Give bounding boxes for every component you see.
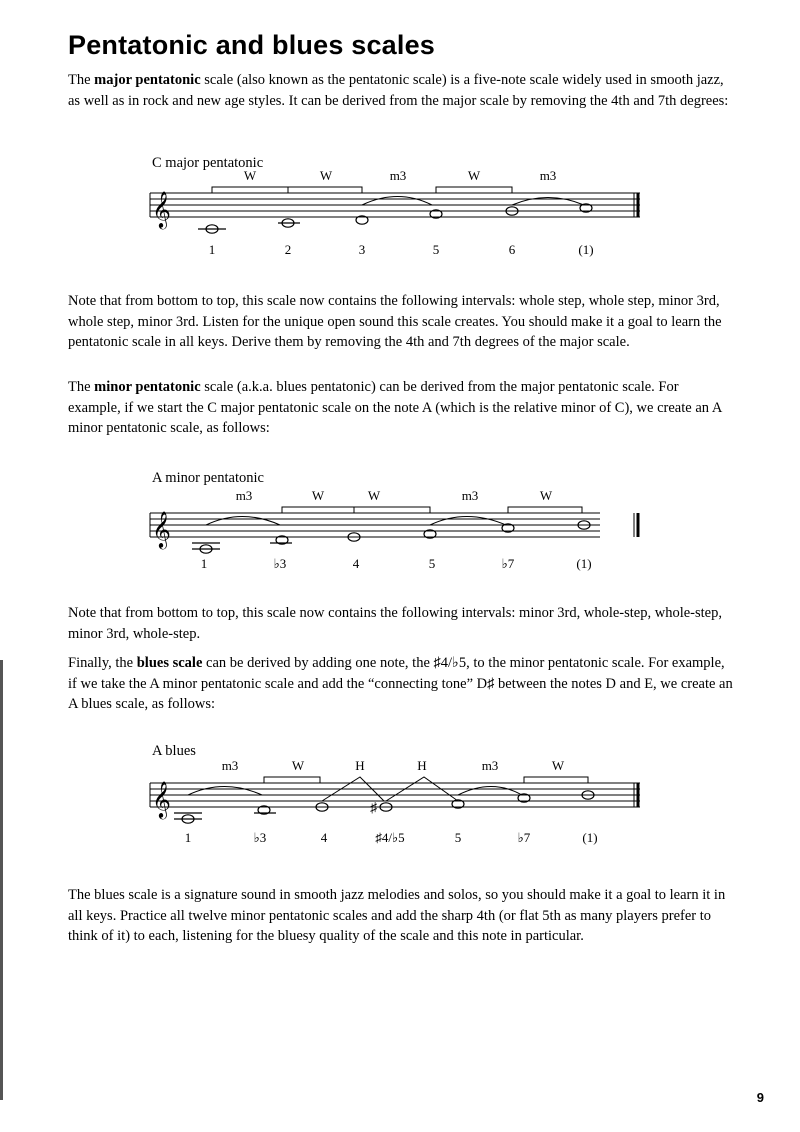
interval-label: W bbox=[311, 488, 325, 503]
paragraph-intervals-minor: Note that from bottom to top, this scale now contains the following intervals: minor 3rd, whole-step, whole-step, minor 3rd, whole-step. bbox=[68, 605, 722, 642]
treble-clef-icon: 𝄞 bbox=[152, 781, 171, 817]
interval-label: W bbox=[551, 758, 565, 773]
interval-label: m3 bbox=[235, 488, 253, 503]
degree-label: (1) bbox=[576, 556, 592, 571]
degree-label: 5 bbox=[432, 242, 440, 257]
degree-label: ♭7 bbox=[517, 830, 531, 845]
example1-label: C major pentatonic bbox=[152, 155, 264, 171]
interval-label: W bbox=[243, 168, 257, 183]
interval-label: H bbox=[355, 758, 365, 773]
interval-label: m3 bbox=[221, 758, 239, 773]
degree-label: 4 bbox=[320, 830, 328, 845]
paragraph-minor-pentatonic: The minor pentatonic scale (a.k.a. blues pentatonic) can be derived from the major pentatonic scale. For example, if we start the C major pentatonic scale on the note A (which is the relative minor of C), we create an A minor pentatonic scale, as follows: bbox=[68, 379, 722, 436]
paragraph-blues-scale: Finally, the blues scale can be derived by adding one note, the ♯4/♭5, to the minor pentatonic scale. For example, if we take the A minor pentatonic scale and add the “connecting tone” D♯ between the notes D and E, we create an A blues scale, as follows: bbox=[68, 655, 733, 712]
term-blues-scale: blues scale bbox=[136, 655, 203, 671]
interval-label: m3 bbox=[461, 488, 479, 503]
degree-label: 1 bbox=[184, 830, 192, 845]
example2-label: A minor pentatonic bbox=[152, 470, 264, 486]
interval-label: m3 bbox=[389, 168, 407, 183]
degree-label: 4 bbox=[352, 556, 360, 571]
interval-label: W bbox=[467, 168, 481, 183]
example2-staff bbox=[0, 480, 800, 580]
degree-label: 1 bbox=[208, 242, 216, 257]
interval-label: W bbox=[319, 168, 333, 183]
intro-paragraph: The major pentatonic scale (also known as the pentatonic scale) is a five-note scale widely used in smooth jazz, as well as in rock and new age styles. It can be derived from the major scale by removing the 4th and 7th degrees: bbox=[68, 72, 729, 109]
degree-label: ♭7 bbox=[501, 556, 515, 571]
page-title: Pentatonic and blues scales bbox=[68, 30, 436, 60]
degree-label: 6 bbox=[508, 242, 516, 257]
treble-clef-icon: 𝄞 bbox=[152, 511, 171, 547]
scan-edge-divider bbox=[0, 660, 3, 1100]
term-minor-pentatonic: minor pentatonic bbox=[94, 379, 201, 395]
degree-label: 5 bbox=[454, 830, 462, 845]
sharp-icon: ♯ bbox=[370, 801, 377, 816]
degree-label: ♭3 bbox=[253, 830, 267, 845]
closing-paragraph: The blues scale is a signature sound in smooth jazz melodies and solos, so you should make it a goal to learn it in all keys. Practice all twelve minor pentatonic scales and add the sharp 4th (or flat 5th as many players prefer to think of it) to each, listening for the bluesy quality of the scale and this note in particular. bbox=[68, 887, 726, 944]
example3-staff bbox=[0, 750, 800, 850]
degree-label: ♭3 bbox=[273, 556, 287, 571]
degree-label: 5 bbox=[428, 556, 436, 571]
page-number: 9 bbox=[756, 1090, 764, 1105]
interval-label: W bbox=[539, 488, 553, 503]
example1-staff bbox=[0, 160, 800, 260]
paragraph-intervals-major: Note that from bottom to top, this scale now contains the following intervals: whole step, whole step, minor 3rd, whole step, minor 3rd. Listen for the unique open sound this scale creates. You should make it a goal to learn the pentatonic scale in all keys. Derive them by removing the 4th and 7th degrees of the major scale. bbox=[68, 293, 722, 350]
interval-label: W bbox=[367, 488, 381, 503]
degree-label: 2 bbox=[284, 242, 292, 257]
interval-label: H bbox=[417, 758, 427, 773]
degree-label: (1) bbox=[582, 830, 598, 845]
interval-label: W bbox=[291, 758, 305, 773]
interval-label: m3 bbox=[481, 758, 499, 773]
treble-clef-icon: 𝄞 bbox=[152, 191, 171, 227]
term-major-pentatonic: major pentatonic bbox=[94, 72, 201, 88]
example3-label: A blues bbox=[152, 743, 196, 759]
degree-label: 3 bbox=[358, 242, 366, 257]
degree-label: ♯4/♭5 bbox=[375, 830, 405, 845]
degree-label: 1 bbox=[200, 556, 208, 571]
degree-label: (1) bbox=[578, 242, 594, 257]
interval-label: m3 bbox=[539, 168, 557, 183]
